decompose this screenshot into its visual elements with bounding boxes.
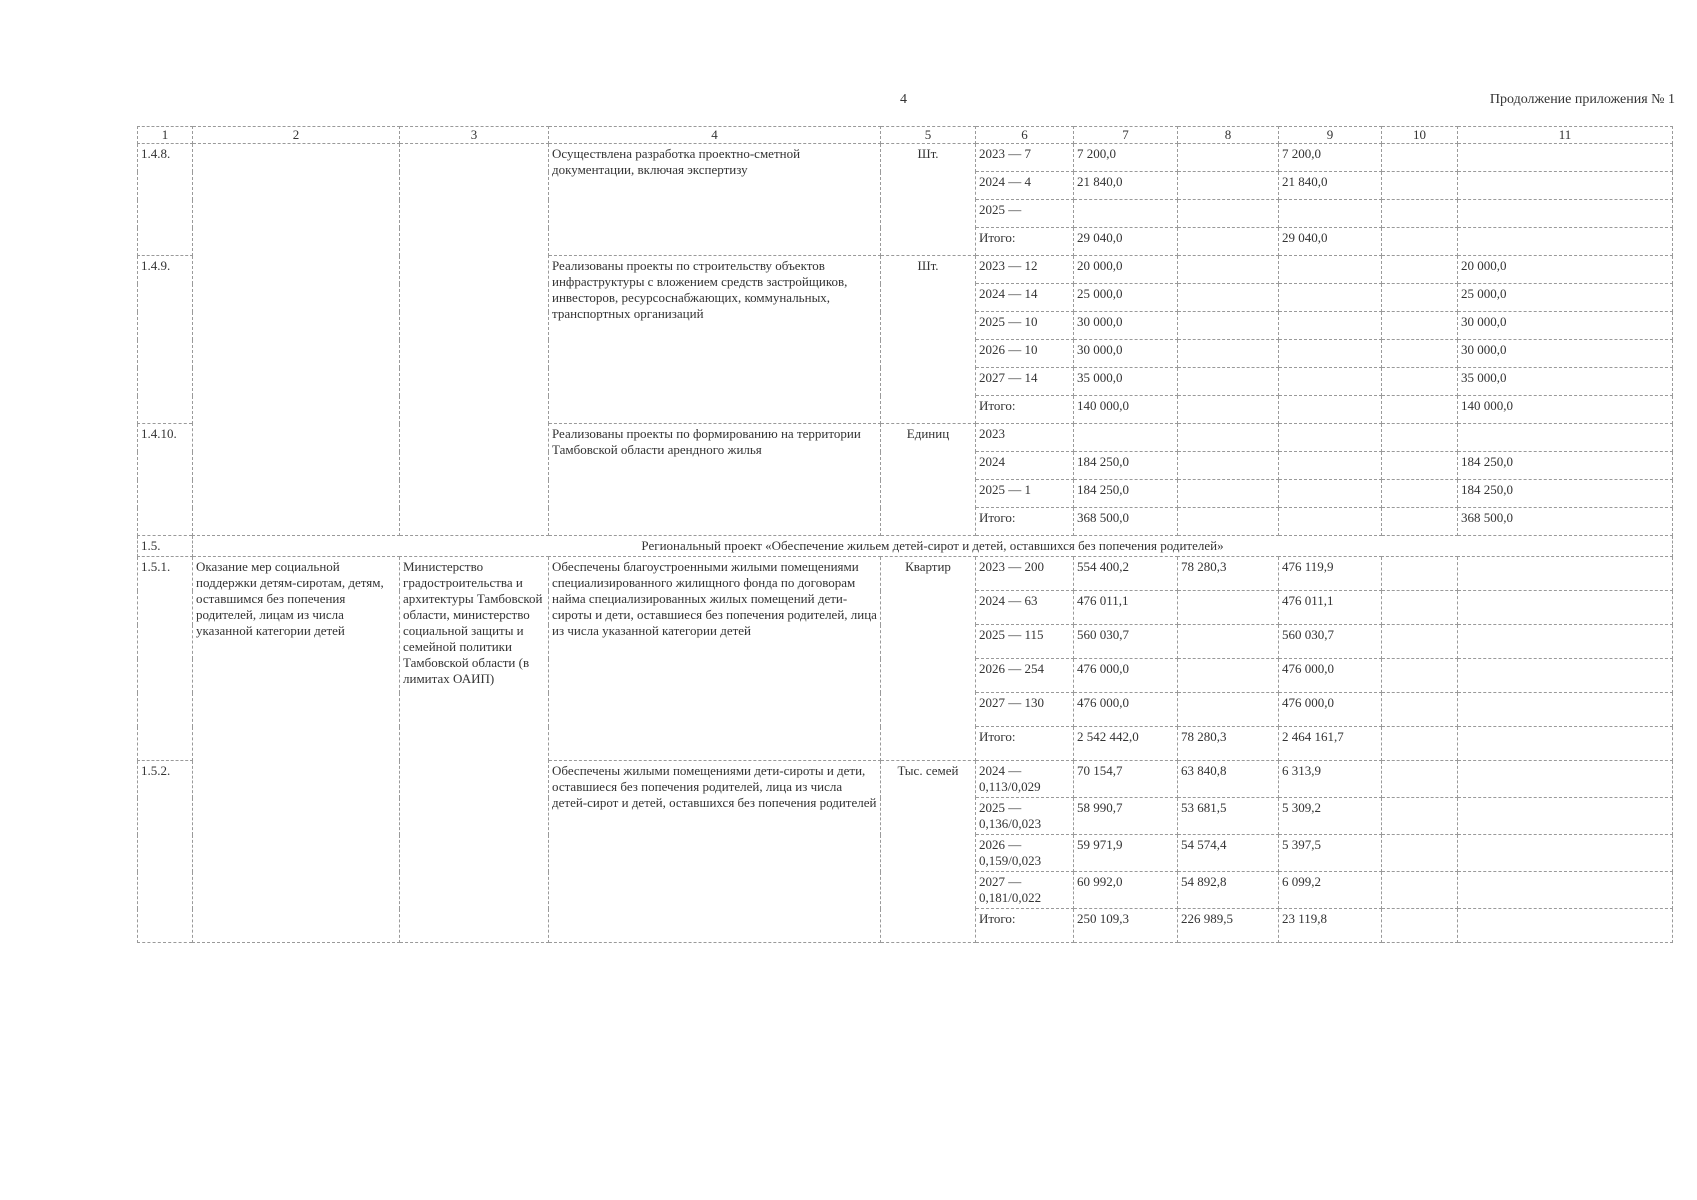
local-amount [1382, 798, 1458, 835]
section-row [138, 536, 1673, 557]
extrabudget-amount [1458, 798, 1673, 835]
regional-amount [1279, 312, 1382, 340]
year-target: 2027 — 0,181/0,022 [976, 872, 1074, 909]
extrabudget-amount [1458, 693, 1673, 727]
federal-amount [1178, 424, 1279, 452]
regional-amount: 476 119,9 [1279, 557, 1382, 591]
section-code: 1.5. [138, 536, 193, 557]
local-amount [1382, 557, 1458, 591]
total-amount: 25 000,0 [1074, 284, 1178, 312]
regional-amount: 476 011,1 [1279, 591, 1382, 625]
regional-amount [1279, 200, 1382, 228]
column-number: 2 [193, 127, 400, 144]
year-target: 2027 — 14 [976, 368, 1074, 396]
federal-amount: 78 280,3 [1178, 557, 1279, 591]
total-amount: 368 500,0 [1074, 508, 1178, 536]
regional-amount: 6 313,9 [1279, 761, 1382, 798]
local-amount [1382, 835, 1458, 872]
total-amount: 250 109,3 [1074, 909, 1178, 943]
regional-amount: 6 099,2 [1279, 872, 1382, 909]
federal-amount [1178, 625, 1279, 659]
local-amount [1382, 368, 1458, 396]
total-amount: 30 000,0 [1074, 340, 1178, 368]
federal-amount [1178, 172, 1279, 200]
local-amount [1382, 693, 1458, 727]
column-number: 6 [976, 127, 1074, 144]
year-target: 2024 — 14 [976, 284, 1074, 312]
total-amount: 184 250,0 [1074, 480, 1178, 508]
total-amount: 554 400,2 [1074, 557, 1178, 591]
federal-amount [1178, 312, 1279, 340]
program-table [137, 126, 1673, 943]
item-code: 1.4.8. [138, 144, 193, 256]
section-title: Региональный проект «Обеспечение жильем детей-сирот и детей, оставшихся без попечения родителей» [193, 536, 1673, 557]
extrabudget-amount: 368 500,0 [1458, 508, 1673, 536]
year-target: 2024 — 63 [976, 591, 1074, 625]
year-target: 2024 [976, 452, 1074, 480]
item-code: 1.4.10. [138, 424, 193, 536]
measure-name [193, 144, 400, 536]
year-target: 2027 — 130 [976, 693, 1074, 727]
local-amount [1382, 591, 1458, 625]
item-code: 1.5.2. [138, 761, 193, 943]
total-amount: 140 000,0 [1074, 396, 1178, 424]
regional-amount: 5 397,5 [1279, 835, 1382, 872]
table-row [138, 144, 1673, 172]
column-number-row [138, 127, 1673, 144]
extrabudget-amount: 25 000,0 [1458, 284, 1673, 312]
federal-amount: 54 892,8 [1178, 872, 1279, 909]
extrabudget-amount: 20 000,0 [1458, 256, 1673, 284]
local-amount [1382, 144, 1458, 172]
extrabudget-amount [1458, 909, 1673, 943]
regional-amount: 5 309,2 [1279, 798, 1382, 835]
extrabudget-amount: 140 000,0 [1458, 396, 1673, 424]
year-target: 2024 — 0,113/0,029 [976, 761, 1074, 798]
total-amount: 476 000,0 [1074, 693, 1178, 727]
total-amount: 2 542 442,0 [1074, 727, 1178, 761]
regional-amount [1279, 480, 1382, 508]
page-number: 4 [900, 92, 907, 107]
extrabudget-amount [1458, 727, 1673, 761]
local-amount [1382, 172, 1458, 200]
local-amount [1382, 452, 1458, 480]
regional-amount [1279, 256, 1382, 284]
year-target: 2025 — 1 [976, 480, 1074, 508]
unit-of-measure: Тыс. семей [881, 761, 976, 943]
federal-amount [1178, 591, 1279, 625]
federal-amount [1178, 480, 1279, 508]
extrabudget-amount [1458, 228, 1673, 256]
local-amount [1382, 312, 1458, 340]
continuation-label: Продолжение приложения № 1 [1489, 92, 1675, 107]
year-target: Итого: [976, 228, 1074, 256]
federal-amount: 226 989,5 [1178, 909, 1279, 943]
extrabudget-amount: 184 250,0 [1458, 452, 1673, 480]
item-code: 1.5.1. [138, 557, 193, 761]
unit-of-measure: Единиц [881, 424, 976, 536]
year-target: 2025 — 115 [976, 625, 1074, 659]
total-amount: 20 000,0 [1074, 256, 1178, 284]
regional-amount [1279, 284, 1382, 312]
total-amount: 30 000,0 [1074, 312, 1178, 340]
column-number: 11 [1458, 127, 1673, 144]
total-amount: 29 040,0 [1074, 228, 1178, 256]
extrabudget-amount: 30 000,0 [1458, 340, 1673, 368]
regional-amount [1279, 340, 1382, 368]
federal-amount [1178, 284, 1279, 312]
regional-amount [1279, 368, 1382, 396]
total-amount: 59 971,9 [1074, 835, 1178, 872]
result-description: Реализованы проекты по формированию на территории Тамбовской области арендного жилья [549, 424, 881, 536]
extrabudget-amount: 184 250,0 [1458, 480, 1673, 508]
regional-amount: 476 000,0 [1279, 693, 1382, 727]
year-target: 2026 — 254 [976, 659, 1074, 693]
year-target: Итого: [976, 396, 1074, 424]
federal-amount [1178, 368, 1279, 396]
local-amount [1382, 256, 1458, 284]
local-amount [1382, 761, 1458, 798]
measure-name: Оказание мер социальной поддержки детям-сиротам, детям, оставшимся без попечения родителей, лицам из числа указанной категории детей [193, 557, 400, 943]
federal-amount [1178, 396, 1279, 424]
total-amount: 476 000,0 [1074, 659, 1178, 693]
year-target: Итого: [976, 508, 1074, 536]
extrabudget-amount [1458, 872, 1673, 909]
item-code: 1.4.9. [138, 256, 193, 424]
federal-amount: 78 280,3 [1178, 727, 1279, 761]
year-target: 2024 — 4 [976, 172, 1074, 200]
year-target: Итого: [976, 727, 1074, 761]
column-number: 3 [400, 127, 549, 144]
extrabudget-amount [1458, 172, 1673, 200]
result-description: Реализованы проекты по строительству объектов инфраструктуры с вложением средств застройщиков, инвесторов, ресурсоснабжающих, коммунальных, транспортных организаций [549, 256, 881, 424]
year-target: 2025 — 0,136/0,023 [976, 798, 1074, 835]
total-amount [1074, 424, 1178, 452]
year-target: 2026 — 10 [976, 340, 1074, 368]
year-target: 2023 — 12 [976, 256, 1074, 284]
local-amount [1382, 200, 1458, 228]
column-number: 8 [1178, 127, 1279, 144]
extrabudget-amount [1458, 557, 1673, 591]
result-description: Обеспечены жилыми помещениями дети-сироты и дети, оставшиеся без попечения родителей, лица из числа детей-сирот и детей, оставшихся без попечения родителей [549, 761, 881, 943]
federal-amount [1178, 452, 1279, 480]
regional-amount [1279, 508, 1382, 536]
local-amount [1382, 727, 1458, 761]
federal-amount: 54 574,4 [1178, 835, 1279, 872]
total-amount: 21 840,0 [1074, 172, 1178, 200]
year-target: 2025 — [976, 200, 1074, 228]
extrabudget-amount [1458, 835, 1673, 872]
executor-name [400, 144, 549, 536]
regional-amount: 476 000,0 [1279, 659, 1382, 693]
local-amount [1382, 424, 1458, 452]
local-amount [1382, 872, 1458, 909]
year-target: 2025 — 10 [976, 312, 1074, 340]
total-amount: 58 990,7 [1074, 798, 1178, 835]
total-amount: 60 992,0 [1074, 872, 1178, 909]
unit-of-measure: Шт. [881, 144, 976, 256]
local-amount [1382, 396, 1458, 424]
federal-amount [1178, 144, 1279, 172]
local-amount [1382, 284, 1458, 312]
regional-amount [1279, 396, 1382, 424]
total-amount: 70 154,7 [1074, 761, 1178, 798]
total-amount [1074, 200, 1178, 228]
regional-amount: 2 464 161,7 [1279, 727, 1382, 761]
local-amount [1382, 340, 1458, 368]
extrabudget-amount [1458, 424, 1673, 452]
federal-amount [1178, 256, 1279, 284]
local-amount [1382, 480, 1458, 508]
federal-amount [1178, 508, 1279, 536]
year-target: 2026 — 0,159/0,023 [976, 835, 1074, 872]
column-number: 10 [1382, 127, 1458, 144]
year-target: 2023 — 7 [976, 144, 1074, 172]
column-number: 7 [1074, 127, 1178, 144]
column-number: 9 [1279, 127, 1382, 144]
extrabudget-amount: 35 000,0 [1458, 368, 1673, 396]
local-amount [1382, 909, 1458, 943]
federal-amount: 53 681,5 [1178, 798, 1279, 835]
extrabudget-amount [1458, 591, 1673, 625]
local-amount [1382, 625, 1458, 659]
regional-amount [1279, 452, 1382, 480]
extrabudget-amount [1458, 144, 1673, 172]
result-description: Обеспечены благоустроенными жилыми помещениями специализированного жилищного фонда по договорам найма специализированных жилых помещений дети-сироты и дети, оставшиеся без попечения родителей, лица из числа указанной категории детей [549, 557, 881, 761]
extrabudget-amount [1458, 200, 1673, 228]
unit-of-measure: Шт. [881, 256, 976, 424]
total-amount: 35 000,0 [1074, 368, 1178, 396]
regional-amount [1279, 424, 1382, 452]
local-amount [1382, 508, 1458, 536]
total-amount: 7 200,0 [1074, 144, 1178, 172]
regional-amount: 23 119,8 [1279, 909, 1382, 943]
federal-amount [1178, 200, 1279, 228]
extrabudget-amount [1458, 761, 1673, 798]
local-amount [1382, 659, 1458, 693]
total-amount: 560 030,7 [1074, 625, 1178, 659]
year-target: 2023 [976, 424, 1074, 452]
federal-amount: 63 840,8 [1178, 761, 1279, 798]
federal-amount [1178, 228, 1279, 256]
extrabudget-amount: 30 000,0 [1458, 312, 1673, 340]
federal-amount [1178, 659, 1279, 693]
table-row [138, 557, 1673, 591]
regional-amount: 21 840,0 [1279, 172, 1382, 200]
local-amount [1382, 228, 1458, 256]
total-amount: 476 011,1 [1074, 591, 1178, 625]
result-description: Осуществлена разработка проектно-сметной документации, включая экспертизу [549, 144, 881, 256]
regional-amount: 560 030,7 [1279, 625, 1382, 659]
year-target: Итого: [976, 909, 1074, 943]
regional-amount: 29 040,0 [1279, 228, 1382, 256]
year-target: 2023 — 200 [976, 557, 1074, 591]
unit-of-measure: Квартир [881, 557, 976, 761]
total-amount: 184 250,0 [1074, 452, 1178, 480]
executor-name: Министерство градостроительства и архитектуры Тамбовской области, министерство социальной защиты и семейной политики Тамбовской области (в лимитах ОАИП) [400, 557, 549, 943]
column-number: 1 [138, 127, 193, 144]
federal-amount [1178, 340, 1279, 368]
federal-amount [1178, 693, 1279, 727]
extrabudget-amount [1458, 659, 1673, 693]
column-number: 5 [881, 127, 976, 144]
column-number: 4 [549, 127, 881, 144]
regional-amount: 7 200,0 [1279, 144, 1382, 172]
extrabudget-amount [1458, 625, 1673, 659]
